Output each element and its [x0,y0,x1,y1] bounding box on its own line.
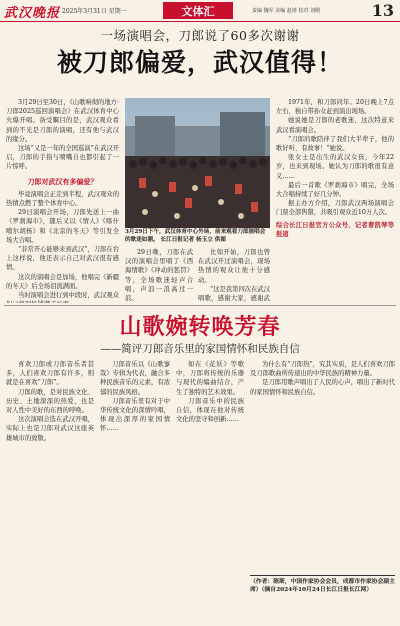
article1-col2 [125,248,193,303]
paragraph: 比如开始，刀郎也曾在武汉开过演唱会，现场热情的观众让他十分感动。 [198,249,270,284]
section-tag: 文体汇 [163,2,233,19]
paragraph: 刀郎音乐里有对于中华传统文化的深情吟唱，体现出深厚的家国情怀…… [100,397,170,433]
paragraph: 喜欢刀郎或刀郎音乐者甚多，人们喜欢刀郎有许多，则就是在喜欢“刀郎”。 [6,361,94,387]
paragraph: 毕竟演唱会正走到半程，武汉观众的热情点燃了整个体育中心。 [6,190,119,208]
article2-headline: 山歌婉转唤芳春 [119,315,281,340]
article2-col4 [250,360,395,572]
paragraph: 她说她是刀郎的老歌迷，这次特意来武汉看演唱会。 [276,117,394,134]
masthead-rule [0,21,400,22]
concert-crowd-photo [125,98,270,228]
paragraph: “非常开心能够来到武汉”，刀郎在台上这样说，他还表示自己对武汉很有感情。 [6,246,119,272]
paragraph: 29日晚，刀郎在武汉的演唱会里唱了《西海情歌》《冲动的惩罚》等，全场歌迷轻声合唱，声浪一浪高过一浪。 [125,249,193,303]
paragraph: 刀郎音乐中的民族自信，体现在他对传统文化的坚守和创新…… [176,397,244,424]
paragraph: 29日演唱会开场，刀郎先送上一曲《罗刹海市》，随后又以《情人》《喀什噶尔胡杨》和《北京的冬天》等引发全场大合唱。 [6,209,119,244]
masthead [0,0,400,21]
paragraph: 这次的演唱会是加场，他唱完《新疆的冬天》后全场泪流满面。 [6,273,119,290]
paragraph: 最后一首歌《罗刹海市》唱完，全场大合唱持续了好几分钟。 [276,181,394,199]
article1-headline: 被刀郎偏爱，武汉值得！ [56,48,343,77]
article2-col1 [6,360,94,622]
article1-col3 [198,248,270,303]
paragraph: 这场“又是一年的全国巡演”在武汉开启，刀郎的手指与喷嘴自也都引起了一片惊呼。 [6,145,119,171]
article1-byline: 综合长江日报官方公众号、记者曹凯琴等报道 [276,221,394,238]
article-separator [4,305,396,306]
paragraph: 1971年，和刀郎同年。20日晚上7点左右，独自带孙女赶到演出现场。 [276,99,394,116]
author-note-box: （作者：陈斯，中国作家协会会员，成都市作家协会副主席）（摘自2024年10月24日长江日报长江网） [250,575,395,594]
paragraph: 这次演唱会选在武汉开唱，实际上也是刀郎对武汉这座英雄城市的致敬。 [6,416,94,442]
article2-col2 [100,360,170,622]
date-line: 2025年3月31日 星期一 [62,8,127,15]
paper-name: 武汉晚报 [4,6,61,21]
paragraph: 当时演唱会进行到中段时，武汉观众 [18,292,119,300]
article2-subtitle: ——简评刀郎音乐里的家国情怀和民族自信 [100,343,300,355]
editors-line: 责编 魏军 美编 赵靖 校对 刘刚 [252,8,320,14]
page-number: 13 [371,1,394,20]
article1-subhead-1: 刀郎对武汉有多偏爱？ [27,176,98,186]
article2-col3 [176,360,244,622]
photo-caption: 3月29日下午，武汉体育中心外场，前来观看刀郎演唱会的歌迷如潮。 长江日报记者 杨玉立 供图 [125,229,266,243]
article1-col4 [276,98,394,303]
paragraph: 张女士是出生的武汉女孩，今年22岁，也来到现场。她认为刀郎的歌很有意义…… [276,154,394,180]
article1-col1 [6,98,119,303]
paragraph: 3月29日至30日，《山歌响彻的地方·刀郎2025巡回演唱会》在武汉体育中心火爆开唱。备受瞩目的是，武汉观众看到的不光是刀郎的演唱，还有他与武汉的缘分。 [6,99,119,143]
paragraph: 为什么有“刀郎热”，究其实质，是人们喜欢刀郎及刀郎歌曲所传递出的中华民族的精神力量。 [250,361,395,378]
paragraph: 据主办方介绍，刀郎武汉两场演唱会门票全部售罄，共吸引观众近10万人次。 [276,200,394,217]
paragraph: 是刀郎用歌声唱出了人民的心声，唱出了新时代的家国情怀和民族自信。 [250,379,395,396]
paragraph: “刀郎的歌陪伴了我们大半辈子，他的歌好听、有故事！”她说。 [276,135,394,153]
paragraph: 刀郎音乐以《山歌寥哉》专辑为代表，融合多种民族音乐的元素，有浓郁的民族风格。 [100,361,170,396]
paragraph: “这是我第四次在武汉唱歌，感谢大家，感谢武 [198,285,270,303]
paragraph: 如在《花妖》等歌中，刀郎将传统的乐器与现代的编曲结合，产生了独特的艺术效果。 [176,361,244,396]
paragraph: 刀郎的歌，是对民族文化、历史、土地深深的热爱，也是对人性中美好的东西的呼唤。 [6,388,94,415]
article1-kicker: 一场演唱会，刀郎说了60多次谢谢 [100,28,300,43]
